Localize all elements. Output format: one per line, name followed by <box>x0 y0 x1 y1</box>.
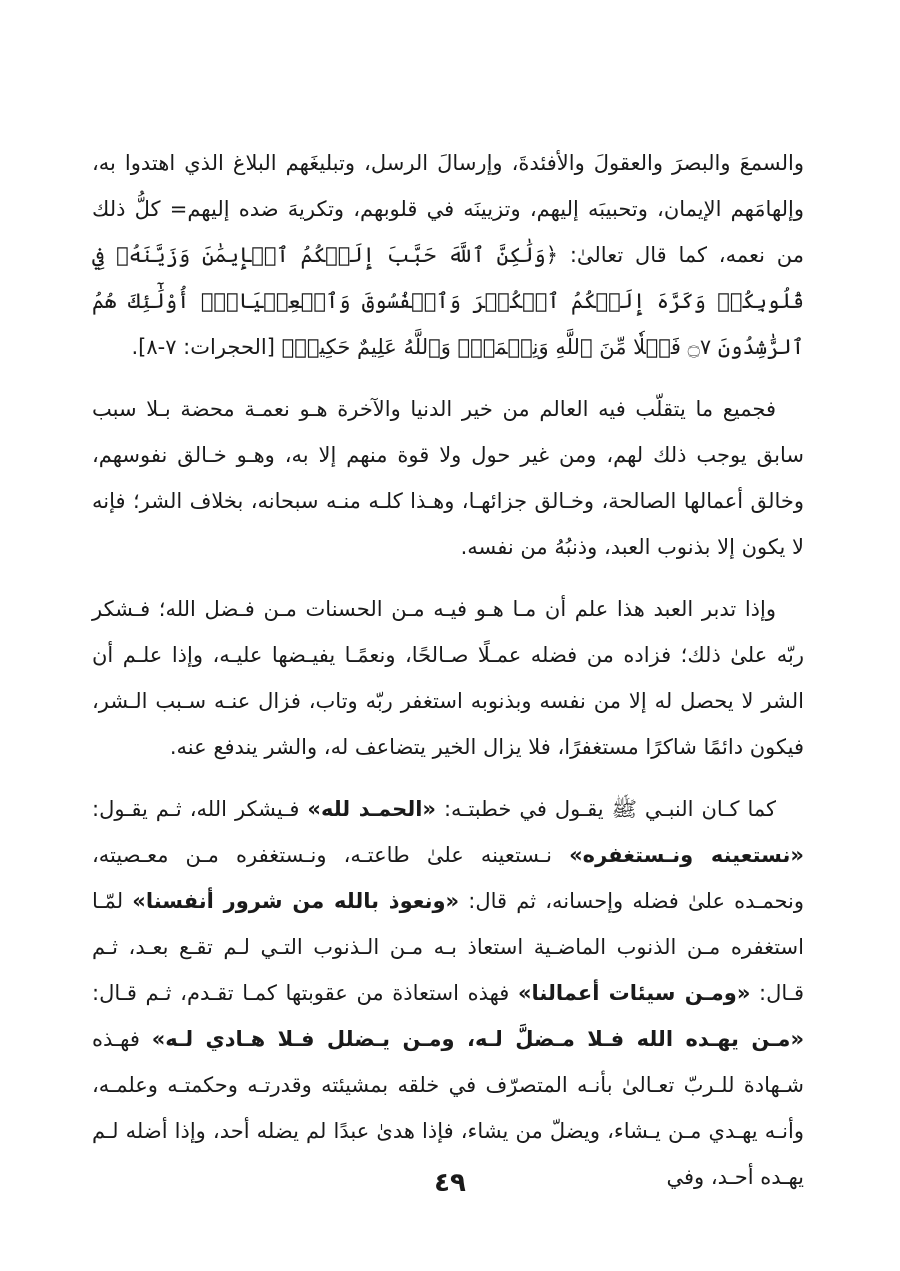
body-text: فـيشكر الله، ثـم يقـول: <box>92 797 308 821</box>
body-text: فهذه استعاذة من عقوبتها كمـا تقـدم، ثـم قـال: <box>92 981 518 1005</box>
body-text: نـستعينه علىٰ طاعتـه، ونـستغفره مـن معـصيته، ونحمـده علىٰ فضله وإحسانه، ثم قال: <box>92 843 805 913</box>
hadith-quote: «ونعوذ بالله من شرور أنفسنا» <box>132 889 460 913</box>
quran-verse: ﴿وَلَٰكِنَّ ٱللَّهَ حَبَّبَ إِلَيۡكُمُ ٱلۡإِيمَٰنَ وَزَيَّنَهُۥ فِي قُلُوبِكُمۡ وَكَرَّهَ إِلَيۡكُمُ ٱلۡكُفۡرَ وَٱلۡفُسُوقَ وَٱلۡعِصۡيَانَۚ أُوْلَٰٓئِكَ هُمُ ٱلرَّٰشِدُونَ ۝٧ فَضۡلٗا مِّنَ ٱللَّهِ وَنِعۡمَةٗۚ وَٱللَّهُ عَلِيمٌ حَكِيمٞ﴾ <box>92 243 804 359</box>
hadith-quote: «الحمـد لله» <box>307 797 436 821</box>
page-number: ٤٩ <box>434 1168 466 1198</box>
body-text: [الحجرات: ٧-٨]. <box>131 335 282 359</box>
hadith-quote: «نستعينه ونـستغفره» <box>569 843 804 867</box>
paragraph-3 <box>92 586 804 770</box>
paragraph-1 <box>92 140 804 370</box>
hadith-quote: «مـن يهـده الله فـلا مـضلَّ لـه، ومـن يـضلل فـلا هـادي لـه» <box>151 1027 805 1051</box>
body-text: والسمعَ والبصرَ والعقولَ والأفئدةَ، وإرسالَ الرسل، وتبليغَهم البلاغ الذي اهتدوا به، وإلهامَهم الإيمان، وتحبيبَه إليهم، وتزيينَه في قلوبهم، وتكريهَ ضده إليهم= كلُّ ذلك من نعمه، كما قال تعالىٰ: <box>92 151 804 267</box>
body-text: كما كـان النبـي ﷺ يقـول في خطبتـه: <box>435 797 776 821</box>
paragraph-4 <box>92 786 804 1200</box>
body-text: لمّـا استغفره مـن الذنوب الماضـية استعاذ بـه مـن الـذنوب التـي لـم تقـع بعـد، ثـم قـال: <box>92 889 804 1005</box>
paragraph-2 <box>92 386 804 570</box>
body-text: فجميع ما يتقلّب فيه العالم من خير الدنيا والآخرة هـو نعمـة محضة بـلا سبب سابق يوجب ذلك لهم، ومن غير حول ولا قوة منهم إلا به، وهـو خـالق نفوسهم، وخالق أعمالها الصالحة، وخـالق جزائهـا، وهـذا كلـه منـه سبحانه، بخلاف الشر؛ فإنه لا يكون إلا بذنوب العبد، وذنبُهُ من نفسه. <box>92 397 804 559</box>
body-text: وإذا تدبر العبد هذا علم أن مـا هـو فيـه مـن الحسنات مـن فـضل الله؛ فـشكر ربّه علىٰ ذلك؛ فزاده من فضله عمـلًا صـالحًا، ونعمًـا يفيـضها عليـه، وإذا علـم أن الشر لا يحصل له إلا من نفسه وبذنوبه استغفر ربّه وتاب، فزال عنـه سـبب الـشر، فيكون دائمًا شاكرًا مستغفرًا، فلا يزال الخير يتضاعف له، والشر يندفع عنه. <box>92 597 804 759</box>
hadith-quote: «ومـن سيئات أعمالنا» <box>517 981 751 1005</box>
page-body <box>92 140 804 1216</box>
body-text: فهـذه شـهادة للـربّ تعـالىٰ بأنـه المتصرّف في خلقه بمشيئته وقدرتـه وحكمتـه وعلمـه، وأنـه يهـدي مـن يـشاء، ويضلّ من يشاء، فإذا هدىٰ عبدًا لم يضله أحد، وإذا أضله لـم يهـده أحـد، وفي <box>92 1027 804 1189</box>
